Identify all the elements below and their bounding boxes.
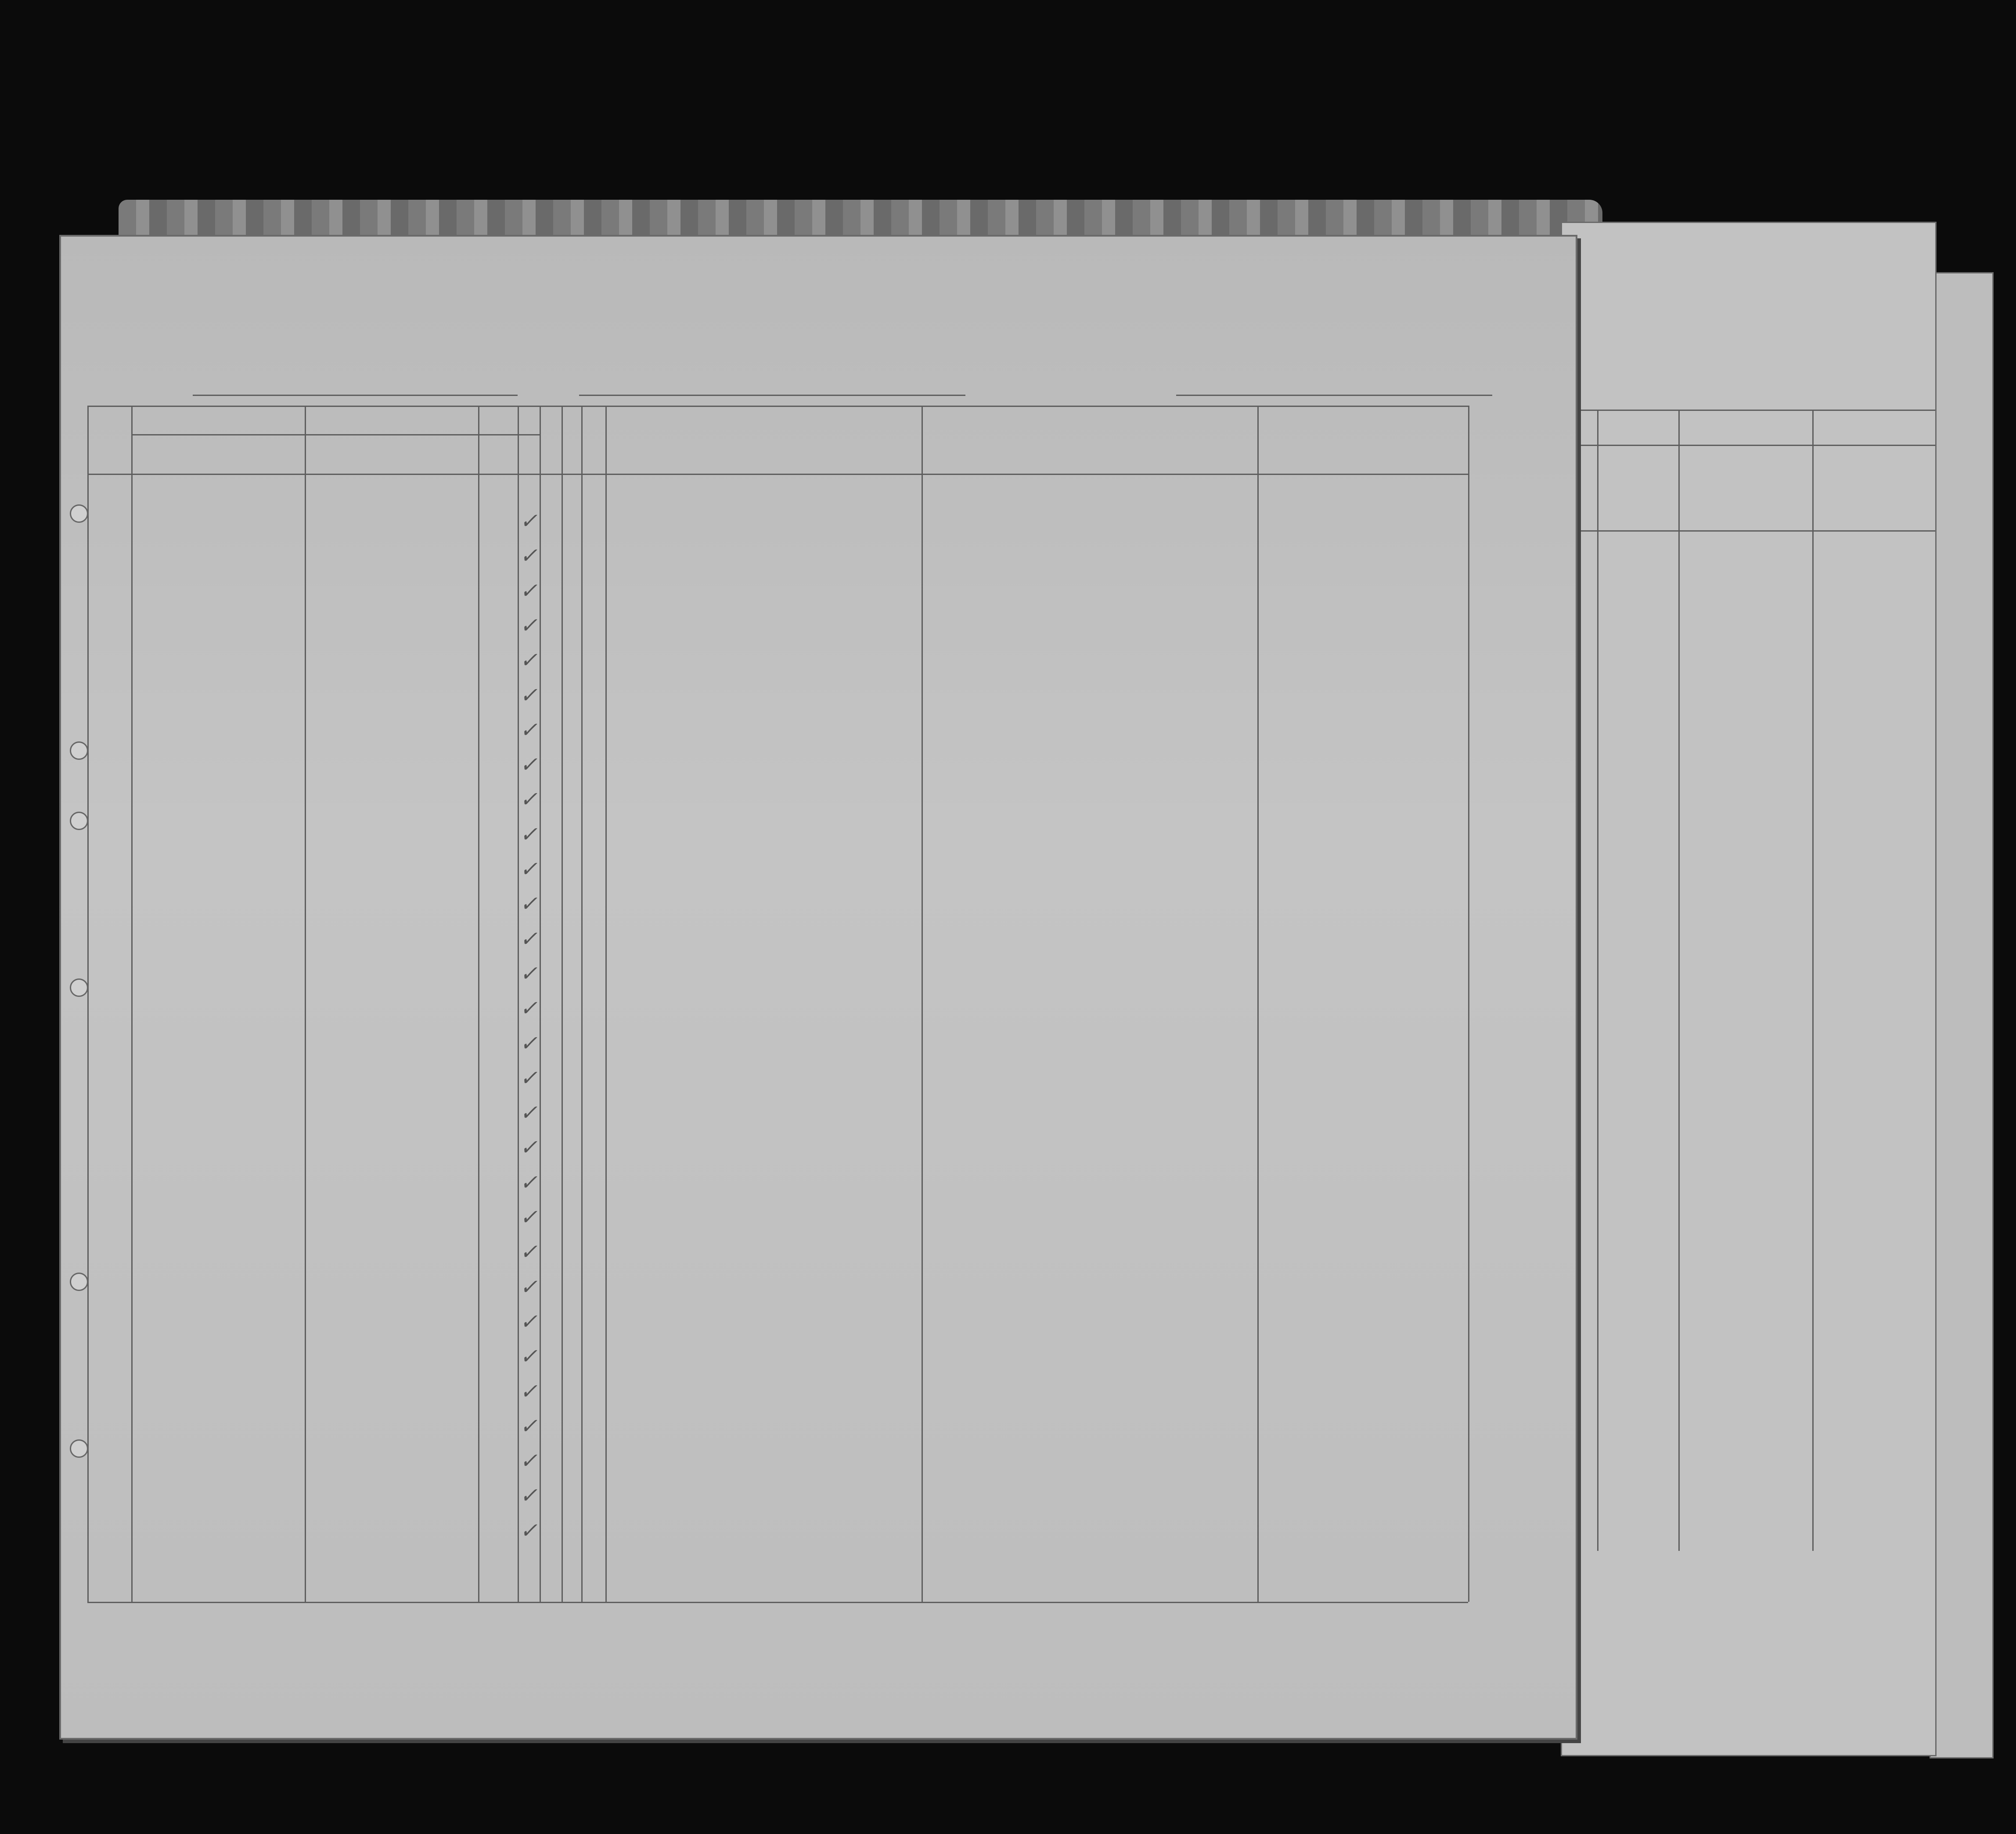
right-col-line <box>1678 410 1680 1551</box>
name-subhead-line <box>131 434 478 435</box>
age-checkmark: ✓ <box>520 648 538 673</box>
age-checkmark: ✓ <box>520 613 538 638</box>
age-checkmark: ✓ <box>520 752 538 777</box>
table-col-line <box>605 406 607 1602</box>
age-checkmark: ✓ <box>520 1031 538 1056</box>
right-col-line <box>1812 410 1814 1551</box>
header-married <box>562 412 581 469</box>
age-checkmark: ✓ <box>520 857 538 881</box>
right-head-bottom <box>1562 530 1935 532</box>
table-col-line <box>1468 406 1469 1602</box>
binder-hole <box>70 978 88 997</box>
table-col-line <box>540 406 541 1602</box>
table-bottom-line <box>87 1602 1468 1603</box>
age-checkmark: ✓ <box>520 1413 538 1438</box>
age-checkmark: ✓ <box>520 1274 538 1299</box>
table-col-line <box>478 406 479 1602</box>
age-checkmark: ✓ <box>520 509 538 533</box>
table-col-line <box>581 406 583 1602</box>
age-checkmark: ✓ <box>520 787 538 812</box>
table-col-line <box>131 406 133 1602</box>
age-checkmark: ✓ <box>520 1483 538 1508</box>
age-checkmark: ✓ <box>520 1100 538 1126</box>
far-right-page <box>1930 272 1994 1758</box>
right-head-mid <box>1562 445 1935 446</box>
age-checkmark: ✓ <box>520 683 538 708</box>
binder-hole <box>70 1273 88 1291</box>
age-checkmark: ✓ <box>520 578 538 603</box>
age-checkmark: ✓ <box>520 961 538 986</box>
age-checkmark: ✓ <box>520 1205 538 1230</box>
age-checkmark: ✓ <box>520 1309 538 1334</box>
table-col-line <box>305 406 306 1602</box>
age-checkmark: ✓ <box>520 996 538 1021</box>
table-col-line <box>562 406 563 1602</box>
age-checkmark: ✓ <box>520 1065 538 1090</box>
age-checkmark: ✓ <box>520 717 538 742</box>
age-checkmark: ✓ <box>520 926 538 951</box>
age-checkmark: ✓ <box>520 1170 538 1195</box>
age-checkmark: ✓ <box>520 1449 538 1474</box>
age-checkmark: ✓ <box>520 892 538 917</box>
age-checkmark: ✓ <box>520 822 538 847</box>
binder-hole <box>70 812 88 830</box>
to-line <box>1176 395 1492 396</box>
age-checkmark: ✓ <box>520 543 538 568</box>
right-page <box>1561 222 1937 1756</box>
table-col-line <box>87 406 89 1602</box>
table-col-line <box>922 406 923 1602</box>
binder-hole <box>70 504 88 523</box>
table-head-line <box>87 474 1468 475</box>
table-col-line <box>1257 406 1259 1602</box>
right-col-line <box>1597 410 1598 1551</box>
from-line <box>579 395 965 396</box>
age-checkmark: ✓ <box>520 1135 538 1160</box>
binder-hole <box>70 1439 88 1458</box>
table-col-line <box>518 406 519 1602</box>
table-top-line <box>87 406 1468 407</box>
age-checkmark: ✓ <box>520 1240 538 1265</box>
age-subhead-line <box>478 434 540 435</box>
age-checkmark: ✓ <box>520 1518 538 1543</box>
manifest-sheet <box>59 235 1577 1740</box>
age-checkmark: ✓ <box>520 1344 538 1369</box>
age-checkmark: ✓ <box>520 1379 538 1404</box>
ship-line <box>193 395 518 396</box>
right-head-top <box>1562 410 1935 411</box>
binder-hole <box>70 741 88 760</box>
